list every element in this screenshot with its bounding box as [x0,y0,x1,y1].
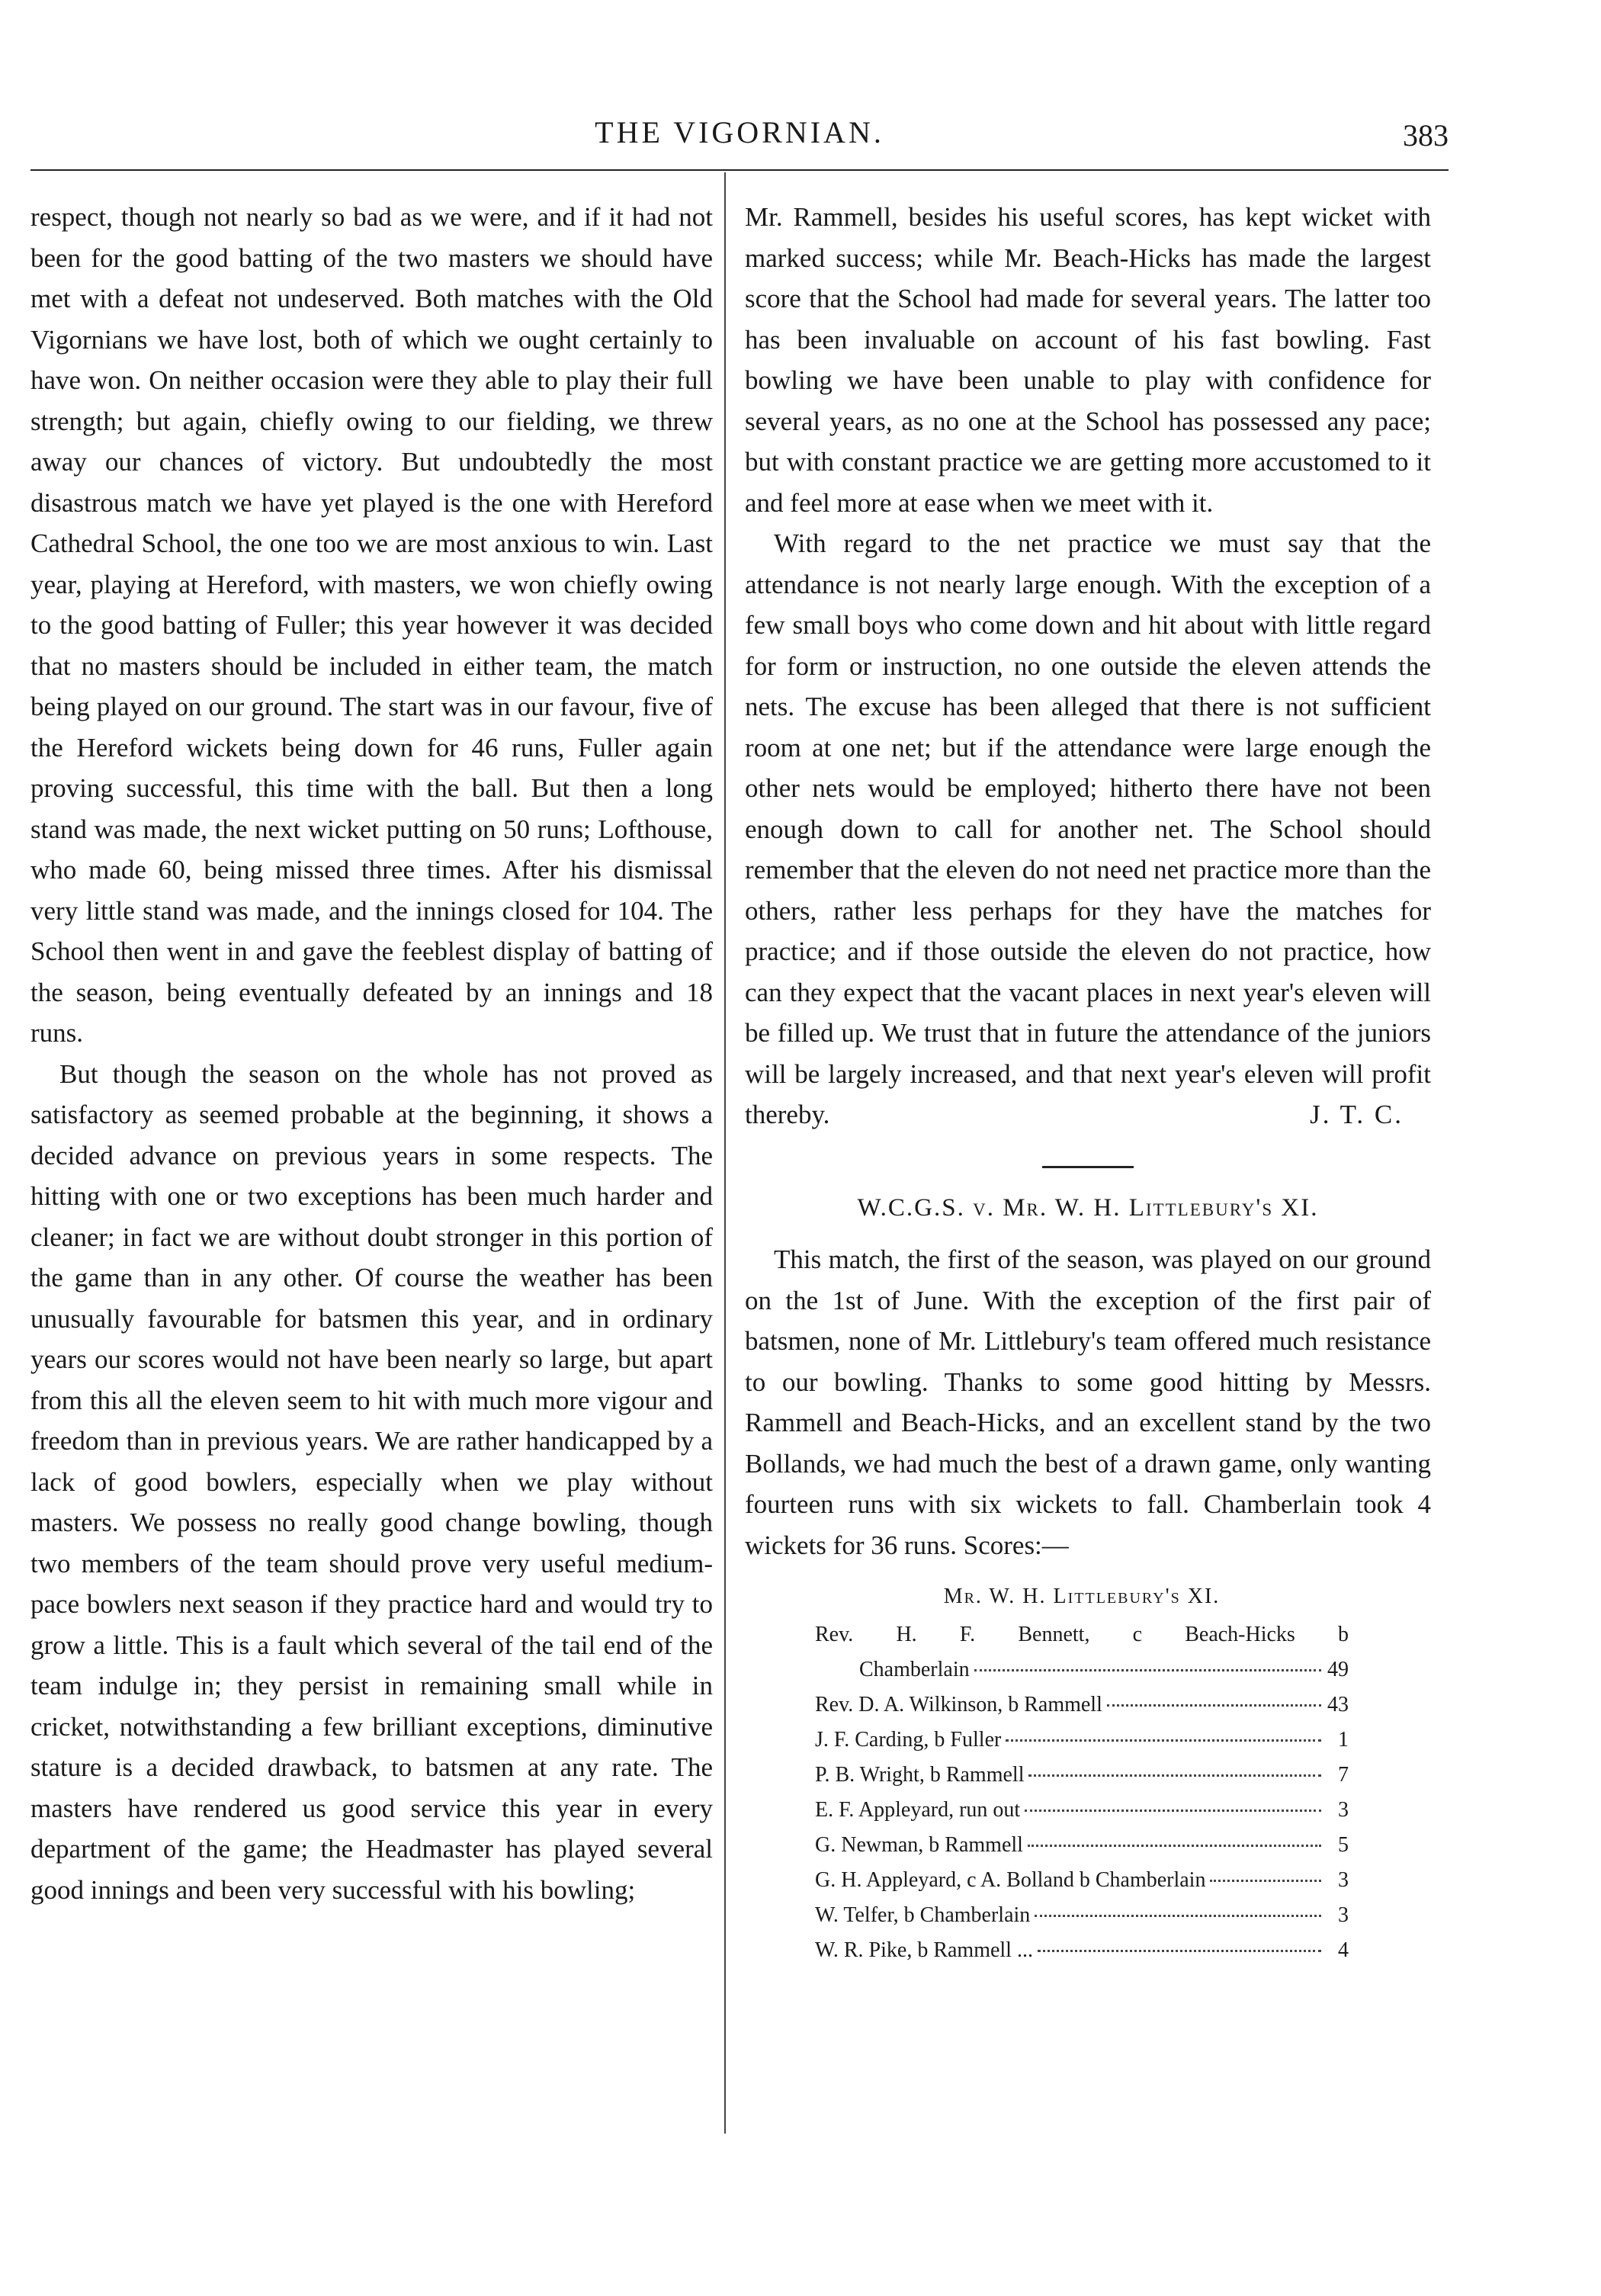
batsman-name: W. Telfer, b Chamberlain [815,1903,1031,1927]
right-column [745,197,1431,1968]
batsman-name: P. B. Wright, b Rammell [815,1763,1025,1787]
dot-leader [1038,1950,1321,1952]
column-divider [724,172,726,2134]
batsman-name: G. H. Appleyard, c A. Bolland b Chamberlain [815,1868,1206,1892]
running-title: THE VIGORNIAN. [595,115,884,149]
right-paragraph-1: Mr. Rammell, besides his useful scores, has kept wicket with marked success; while Mr. Beach-Hicks has made the largest score that the School had made for several years. The latter too has been invaluable on account of his fast bowling. Fast bowling we have been unable to play with confidence for several years, as no one at the School has possessed any pace; but with constant practice we are getting more accustomed to it and feel more at ease when we meet with it. [745,202,1431,518]
batsman-runs: 3 [1338,1903,1349,1927]
dot-leader [1028,1774,1321,1777]
dot-leader [1210,1880,1321,1882]
dot-leader [974,1669,1321,1671]
scorecard [815,1579,1349,1968]
match-heading: W.C.G.S. v. Mr. W. H. Littlebury's XI. [857,1193,1319,1222]
dot-leader [1028,1845,1321,1847]
score-row [815,1828,1349,1863]
left-column [30,197,713,1910]
batsman-runs: 3 [1338,1868,1349,1892]
batsman-runs: 1 [1338,1728,1349,1752]
dot-leader [1006,1739,1321,1742]
batsman-name-continued: Chamberlain [859,1658,970,1681]
left-paragraph-2: But though the season on the whole has not proved as satisfactory as seemed probable at the beginning, it shows a decided advance on previous years in some respects. The hitting with one or two exceptions has been much harder and cleaner; in fact we are without doubt stronger in this portion of the game than in any other. Of course the weather has been unusually favourable for batsmen this year, and in ordinary years our scores would not have been nearly so large, but apart from this all the eleven seem to hit with much more vigour and freedom than in previous years. We are rather handicapped by a lack of good bowlers, especially when we play without masters. We possess no really good change bowling, though two members of the team should prove very useful medium-pace bowlers next season if they practice hard and would try to grow a little. This is a fault which several of the tail end of the team indulge in; they persist in remaining small while in cricket, notwithstanding a few brilliant exceptions, diminutive stature is a decided drawback, to batsmen at any rate. The masters have rendered us good service this year in every department of the game; the Headmaster has played several good innings and been very successful with his bowling; [30,1058,713,1905]
section-divider [1042,1166,1134,1168]
header-rule [30,169,1449,171]
batsman-runs: 7 [1338,1763,1349,1787]
score-row [815,1863,1349,1898]
batsman-runs: 5 [1338,1833,1349,1857]
scorecard-title: Mr. W. H. Littlebury's XI. [943,1585,1221,1608]
page-header [30,114,1449,160]
batsman-runs: 3 [1338,1798,1349,1822]
batsman-runs: 4 [1338,1938,1349,1962]
match-report: This match, the first of the season, was played on our ground on the 1st of June. With the exception of the first pair of batsmen, none of Mr. Littlebury's team offered much resistance to our bowling. Thanks to some good hitting by Messrs. Rammell and Beach-Hicks, and an excellent stand by the two Bollands, we had much the best of a drawn game, only wanting fourteen runs with six wickets to fall. Chamberlain took 4 wickets for 36 runs. Scores:— [745,1244,1431,1560]
score-row [815,1758,1349,1793]
batsman-name: G. Newman, b Rammell [815,1833,1023,1857]
batsman-name: E. F. Appleyard, run out [815,1798,1021,1822]
batsman-name: W. R. Pike, b Rammell ... [815,1938,1033,1962]
batsman-runs: 49 [1327,1658,1349,1681]
score-row [815,1687,1349,1723]
batsman-runs: 43 [1327,1693,1349,1716]
dot-leader [1107,1704,1321,1707]
batsman-name: J. F. Carding, b Fuller [815,1728,1002,1752]
dot-leader [1025,1810,1321,1812]
score-row [815,1723,1349,1758]
right-paragraph-2 [745,523,1431,1135]
score-row [815,1617,1349,1687]
score-row [815,1793,1349,1828]
author-signature: J. T. C. [1310,1100,1404,1129]
right-paragraph-2-text: With regard to the net practice we must say that the attendance is not nearly large enough. With the exception of a few small boys who come down and hit about with little regard for form or instruction, no one outside the eleven attends the nets. The excuse has been alleged that there is not sufficient room at one net; but if the attendance were large enough the other nets would be employed; hitherto there have not been enough down to call for another net. The School should remember that the eleven do not need net practice more than the others, rather less perhaps for they have the matches for practice; and if those outside the eleven do not practice, how can they expect that the vacant places in next year's eleven will be filled up. We trust that in future the attendance of the juniors will be largely increased, and that next year's eleven will profit thereby. [745,528,1431,1129]
batsman-name: Rev. H. F. Bennett, c Beach-Hicks b [815,1623,1349,1646]
score-row [815,1933,1349,1968]
score-row [815,1898,1349,1933]
page-number: 383 [1403,118,1449,153]
batsman-name: Rev. D. A. Wilkinson, b Rammell [815,1693,1102,1716]
left-paragraph-1: respect, though not nearly so bad as we were, and if it had not been for the good batting of the two masters we should have met with a defeat not undeserved. Both matches with the Old Vigornians we have lost, both of which we ought certainly to have won. On neither occasion were they able to play their full strength; but again, chiefly owing to our fielding, we threw away our chances of victory. But undoubtedly the most disastrous match we have yet played is the one with Hereford Cathedral School, the one too we are most anxious to win. Last year, playing at Hereford, with masters, we won chiefly owing to the good batting of Fuller; this year however it was decided that no masters should be included in either team, the match being played on our ground. The start was in our favour, five of the Hereford wickets being down for 46 runs, Fuller again proving successful, this time with the ball. But then a long stand was made, the next wicket putting on 50 runs; Lofthouse, who made 60, being missed three times. After his dismissal very little stand was made, and the innings closed for 104. The School then went in and gave the feeblest display of batting of the season, being eventually defeated by an innings and 18 runs. [30,202,713,1048]
dot-leader [1035,1915,1321,1917]
